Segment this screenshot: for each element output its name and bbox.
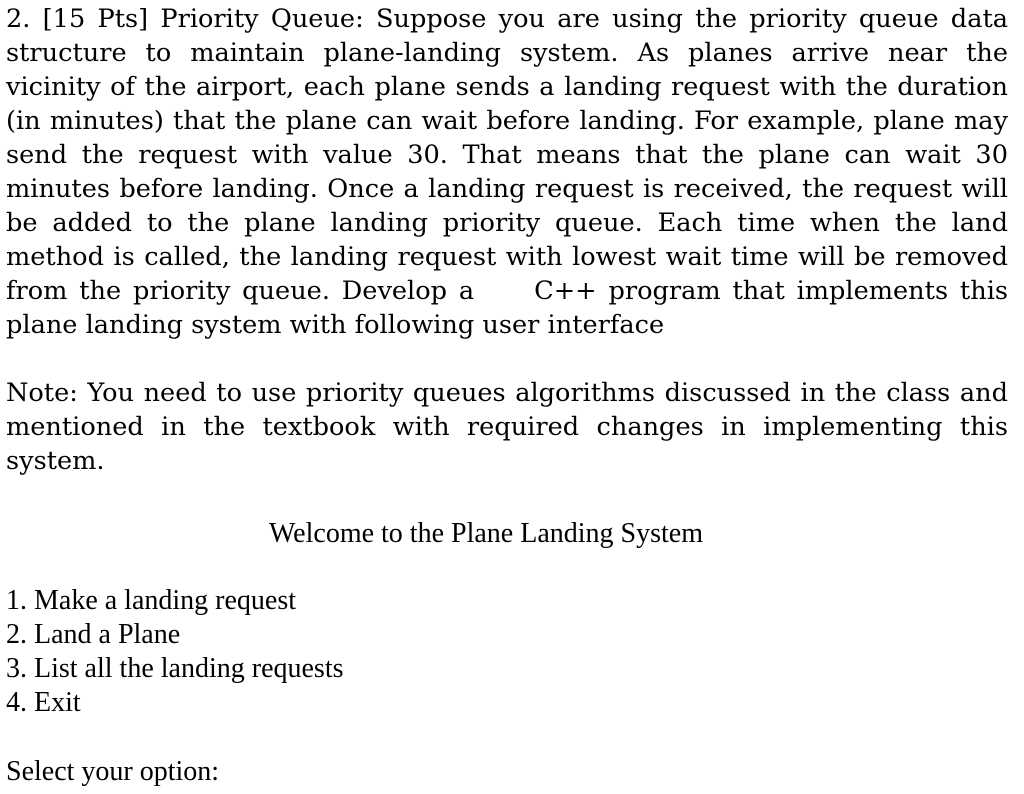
spacer bbox=[6, 478, 1008, 516]
menu-item-list-requests: 3. List all the landing requests bbox=[6, 653, 344, 684]
question-text: 2. [15 Pts] Priority Queue: Suppose you are using the priority queue data structure to maintain plane-landing system. As planes arrive near the vicinity of the airport, each plane sends a landing request with the duration (in minutes) that the plane can wait before landing. For example, plane may send the request with value 30. That means that the plane can wait 30 minutes before landing. Once a landing request is received, the request will be added to the plane landing priority queue. Each time when the land method is called, the landing request with lowest wait time will be removed from the priority queue. Develop a bbox=[6, 4, 1008, 306]
question-paragraph bbox=[6, 2, 1008, 342]
welcome-title: Welcome to the Plane Landing System bbox=[269, 518, 703, 549]
menu-item-exit: 4. Exit bbox=[6, 687, 81, 718]
menu-item-land-plane: 2. Land a Plane bbox=[6, 619, 181, 650]
note-paragraph: Note: You need to use priority queues algorithms discussed in the class and mentioned in the textbook with required changes in implementing this system. bbox=[6, 378, 1008, 476]
select-option-prompt: Select your option: bbox=[6, 756, 220, 787]
question-text-tail: C++ program that implements this plane landing system with following user interface bbox=[6, 276, 1009, 340]
menu-item-landing-request: 1. Make a landing request bbox=[6, 585, 297, 616]
menu-list bbox=[6, 584, 1008, 720]
